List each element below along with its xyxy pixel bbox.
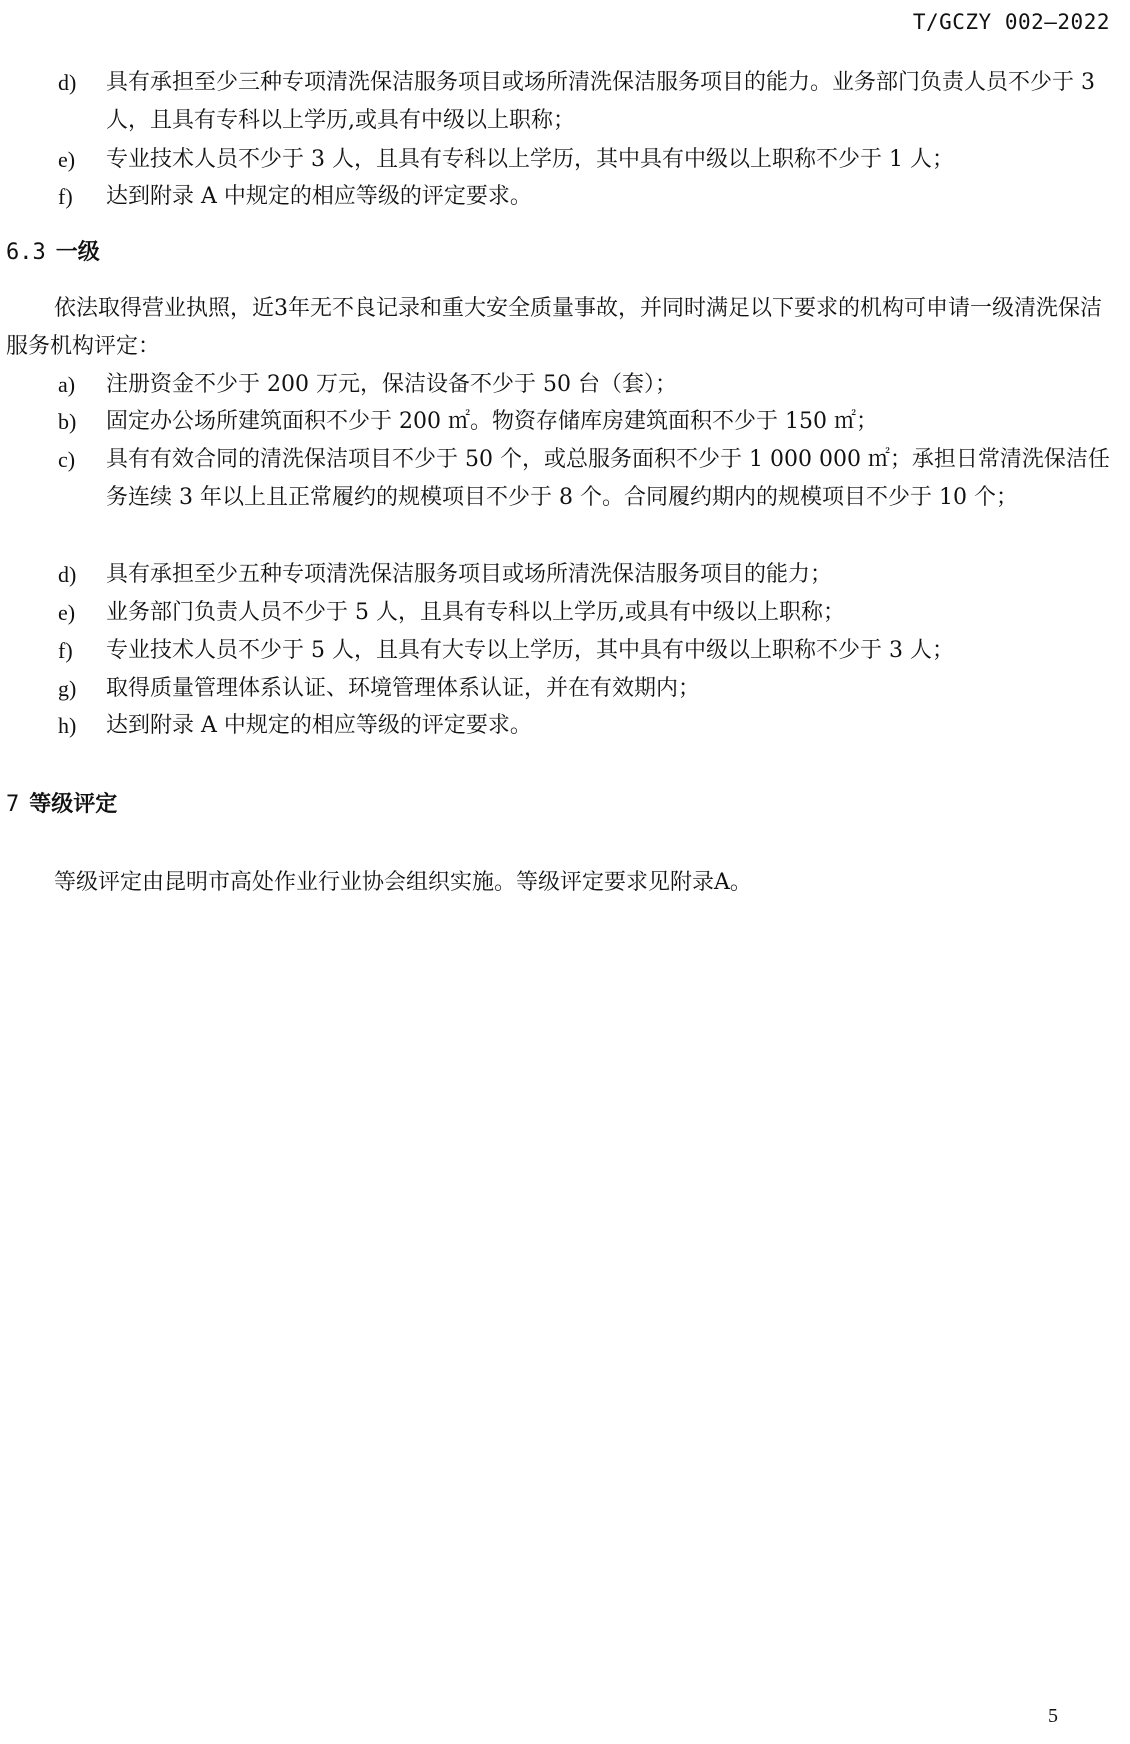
list-item-g	[58, 670, 1118, 708]
list-text: 业务部门负责人员不少于 5 人，且具有专科以上学历,或具有中级以上职称；	[106, 600, 845, 625]
list-item-h	[58, 707, 1118, 745]
list-label: g)	[58, 676, 77, 701]
list-label: f)	[58, 184, 73, 209]
section-title: 等级评定	[29, 792, 118, 817]
list-label: a)	[58, 372, 76, 397]
list-item-e	[58, 594, 1118, 632]
list-item-d	[58, 556, 1118, 594]
section-intro-paragraph: 依法取得营业执照，近3年无不良记录和重大安全质量事故，并同时满足以下要求的机构可申请一级清洗保洁服务机构评定：	[6, 296, 1103, 359]
section-title: 一级	[55, 240, 100, 265]
list-item-b	[58, 403, 1118, 441]
list-label: f)	[58, 638, 73, 663]
document-code: T/GCZY 002—2022	[912, 10, 1110, 34]
list-text: 专业技术人员不少于 5 人，且具有大专以上学历，其中具有中级以上职称不少于 3 人；	[106, 638, 954, 663]
list-item-e	[58, 141, 1118, 179]
list-label: h)	[58, 713, 77, 738]
section-heading-7	[6, 788, 117, 822]
list-item-f	[58, 178, 1118, 216]
list-text: 专业技术人员不少于 3 人，且具有专科以上学历，其中具有中级以上职称不少于 1 人；	[106, 147, 954, 172]
list-label: d)	[58, 562, 77, 587]
list-text: 注册资金不少于 200 万元，保洁设备不少于 50 台（套）；	[106, 372, 677, 397]
list-label: d)	[58, 70, 77, 95]
list-label: e)	[58, 600, 76, 625]
list-label: b)	[58, 409, 77, 434]
list-text: 具有承担至少三种专项清洗保洁服务项目或场所清洗保洁服务项目的能力。业务部门负责人员不少于 3 人，且具有专科以上学历,或具有中级以上职称；	[106, 70, 1095, 133]
list-item-c	[58, 441, 1118, 516]
list-text: 取得质量管理体系认证、环境管理体系认证，并在有效期内；	[106, 676, 701, 701]
list-item-f	[58, 632, 1118, 670]
list-text: 具有有效合同的清洗保洁项目不少于 50 个，或总服务面积不少于 1 000 000 ㎡；承担日常清洗保洁任务连续 3 年以上且正常履约的规模项目不少于 8 个。合同履约期内的规模项目不少于 10 个；	[106, 447, 1110, 510]
list-item-d	[58, 64, 1118, 139]
list-label: e)	[58, 147, 76, 172]
list-item-a	[58, 366, 1118, 404]
list-text: 具有承担至少五种专项清洗保洁服务项目或场所清洗保洁服务项目的能力；	[106, 562, 833, 587]
section-number: 7	[6, 792, 20, 817]
list-text: 达到附录 A 中规定的相应等级的评定要求。	[106, 713, 532, 738]
list-text: 固定办公场所建筑面积不少于 200 ㎡。物资存储库房建筑面积不少于 150 ㎡；	[106, 409, 878, 434]
section-heading-6-3	[6, 236, 100, 270]
list-text: 达到附录 A 中规定的相应等级的评定要求。	[106, 184, 532, 209]
section-number: 6.3	[6, 240, 46, 265]
list-label: c)	[58, 447, 76, 472]
section-body-paragraph: 等级评定由昆明市高处作业行业协会组织实施。等级评定要求见附录A。	[54, 870, 752, 895]
page-number: 5	[1048, 1705, 1058, 1727]
